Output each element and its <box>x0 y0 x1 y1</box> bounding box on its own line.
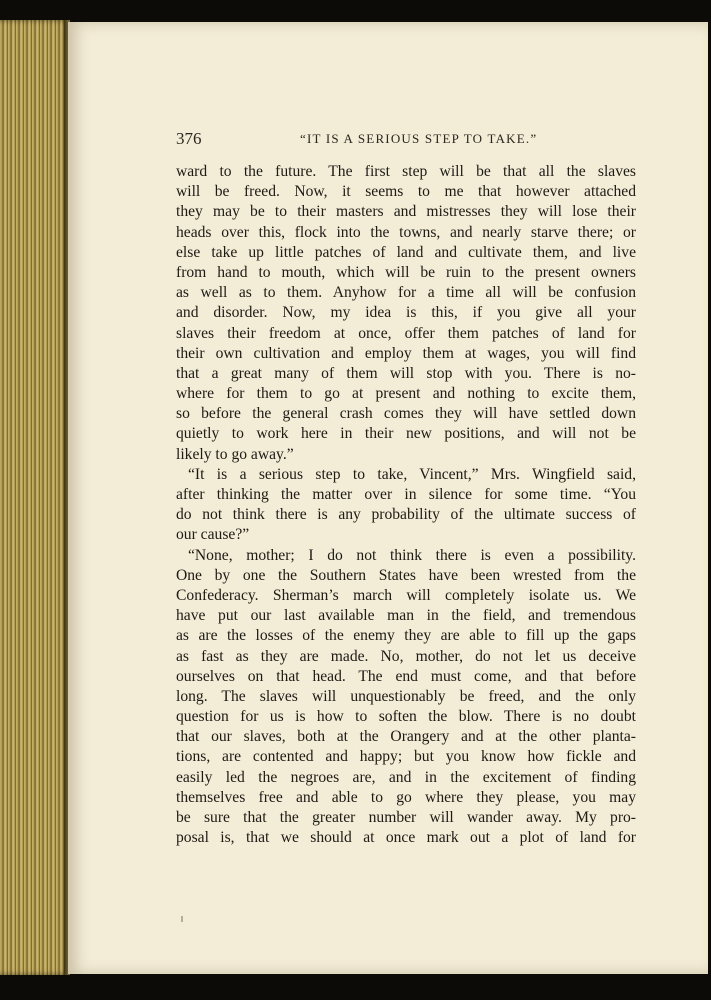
text-line: Confederacy. Sherman’s march will completely isolate us. We <box>176 586 636 604</box>
text-line: after thinking the matter over in silence for some time. “You <box>176 486 636 503</box>
text-line: our cause?” <box>176 526 250 544</box>
text-line: from hand to mouth, which will be ruin to the present owners <box>176 263 636 281</box>
text-line: that a great many of them will stop with you. There is no- <box>176 364 636 382</box>
text-line: as fast as they are made. No, mother, do not let us deceive <box>176 647 636 665</box>
text-line: slaves their freedom at once, offer them patches of land for <box>176 324 636 342</box>
text-line: heads over this, flock into the towns, and nearly starve there; or <box>176 223 636 241</box>
text-line: their own cultivation and employ them at wages, you will find <box>176 344 636 362</box>
page-blemish <box>181 916 183 922</box>
page-header <box>110 129 638 151</box>
text-line: likely to go away.” <box>176 445 294 463</box>
text-line: as are the losses of the enemy they are able to fill up the gaps <box>176 627 636 645</box>
text-line: so before the general crash comes they will have settled down <box>176 405 636 423</box>
body-text <box>176 162 636 848</box>
text-line: “It is a serious step to take, Vincent,” Mrs. Wingfield said, <box>188 465 636 483</box>
text-line: themselves free and able to go where they please, you may <box>176 788 636 806</box>
text-line: ward to the future. The first step will be that all the slaves <box>176 163 636 180</box>
text-line: that our slaves, both at the Orangery and at the other planta- <box>176 728 636 746</box>
text-line: be sure that the greater number will wander away. My pro- <box>176 809 636 826</box>
text-line: they may be to their masters and mistresses they will lose their <box>176 203 636 221</box>
text-line: easily led the negroes are, and in the excitement of finding <box>176 768 636 786</box>
book-page-edges <box>0 20 70 975</box>
text-line: posal is, that we should at once mark out a plot of land for <box>176 829 636 847</box>
text-line: and disorder. Now, my idea is this, if you give all your <box>176 304 636 322</box>
running-head: “IT IS A SERIOUS STEP TO TAKE.” <box>300 131 538 146</box>
text-line: do not think there is any probability of the ultimate success of <box>176 506 636 524</box>
text-line: tions, are contented and happy; but you know how fickle and <box>176 748 636 766</box>
text-line: where for them to go at present and nothing to excite them, <box>176 385 636 403</box>
text-line: question for us is how to soften the blow. There is no doubt <box>176 708 636 726</box>
text-line: quietly to work here in their new positions, and will not be <box>176 425 636 443</box>
text-line: will be freed. Now, it seems to me that however attached <box>176 183 636 201</box>
text-line: have put our last available man in the field, and tremendous <box>176 607 636 625</box>
text-line: “None, mother; I do not think there is even a possibility. <box>188 546 636 564</box>
page-number: 376 <box>176 129 202 148</box>
text-line: One by one the Southern States have been wrested from the <box>176 566 636 584</box>
text-line: long. The slaves will unquestionably be freed, and the only <box>176 687 636 705</box>
text-line: ourselves on that head. The end must come, and that before <box>176 667 636 685</box>
text-line: else take up little patches of land and cultivate them, and live <box>176 243 636 261</box>
text-line: as well as to them. Anyhow for a time all will be confusion <box>176 284 636 302</box>
